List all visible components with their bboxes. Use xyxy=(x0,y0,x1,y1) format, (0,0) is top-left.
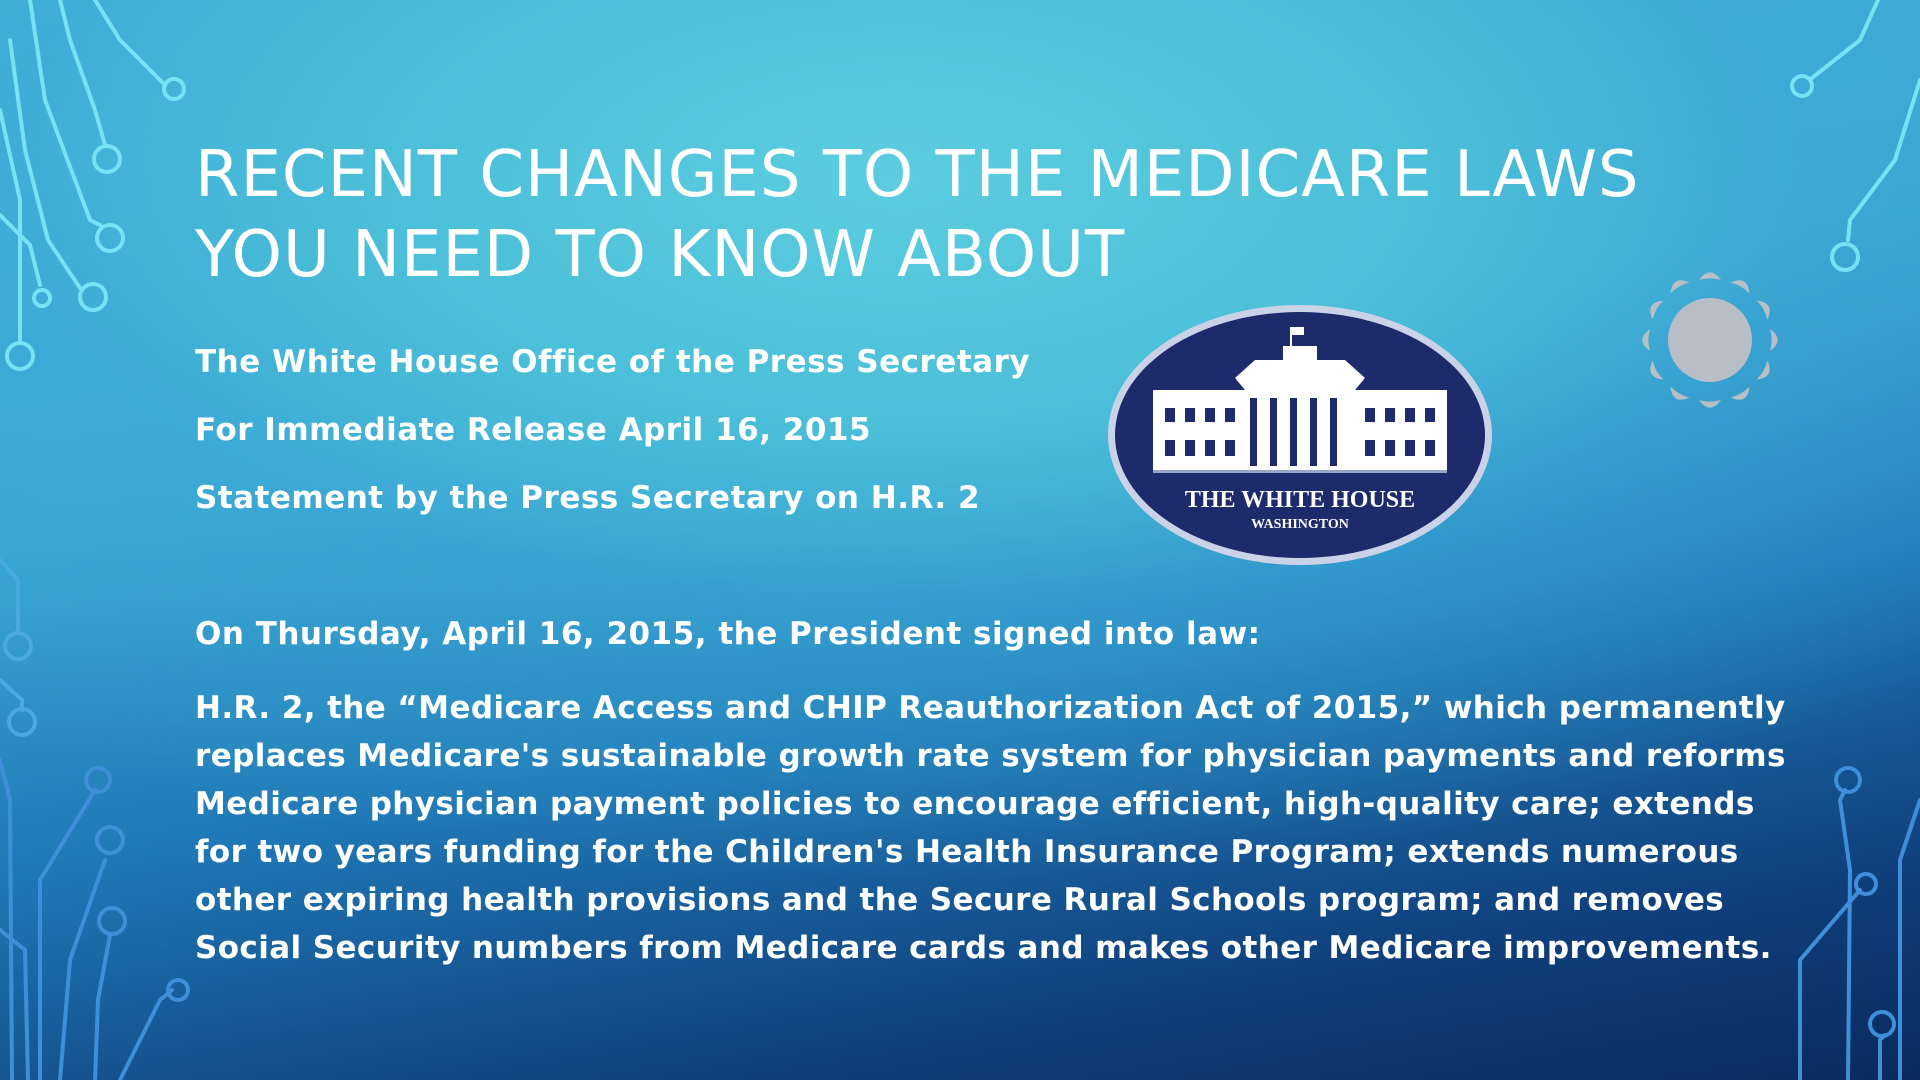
white-house-seal xyxy=(1105,300,1495,570)
sun-icon xyxy=(1635,265,1785,415)
slide-title: RECENT CHANGES TO THE MEDICARE LAWS YOU NEED TO KNOW ABOUT xyxy=(195,138,1640,292)
sun-ray xyxy=(1730,276,1753,294)
sun-ray xyxy=(1646,360,1664,383)
header-line-office: The White House Office of the Press Secretary xyxy=(195,344,1031,380)
sun-ray xyxy=(1667,386,1690,404)
sun-ray xyxy=(1730,386,1753,404)
sun-ray xyxy=(1756,297,1774,320)
sun-ray xyxy=(1770,329,1778,351)
intro-line: On Thursday, April 16, 2015, the President signed into law: xyxy=(195,616,1261,652)
body-paragraph: H.R. 2, the “Medicare Access and CHIP Reauthorization Act of 2015,” which permanently replaces Medicare's sustainable growth rate system for physician payments and reforms Medicare physician payment policies to encourage efficient, high-quality care; extends for two years funding for the Children's Health Insurance Program; extends numerous other expiring health provisions and the Secure Rural Schools program; and removes Social Security numbers from Medicare cards and makes other Medicare improvements. xyxy=(195,690,1786,966)
sun-ray xyxy=(1699,400,1721,408)
seal-text-main: THE WHITE HOUSE xyxy=(1184,487,1416,513)
header-line-release: For Immediate Release April 16, 2015 xyxy=(195,412,872,448)
header-line-statement: Statement by the Press Secretary on H.R. 2 xyxy=(195,480,981,516)
sun-ray xyxy=(1642,329,1650,351)
sun-ray xyxy=(1646,297,1664,320)
seal-text-sub: WASHINGTON xyxy=(1251,517,1349,532)
sun-ray xyxy=(1756,360,1774,383)
sun-ray xyxy=(1667,276,1690,294)
sun-ray xyxy=(1699,272,1721,280)
